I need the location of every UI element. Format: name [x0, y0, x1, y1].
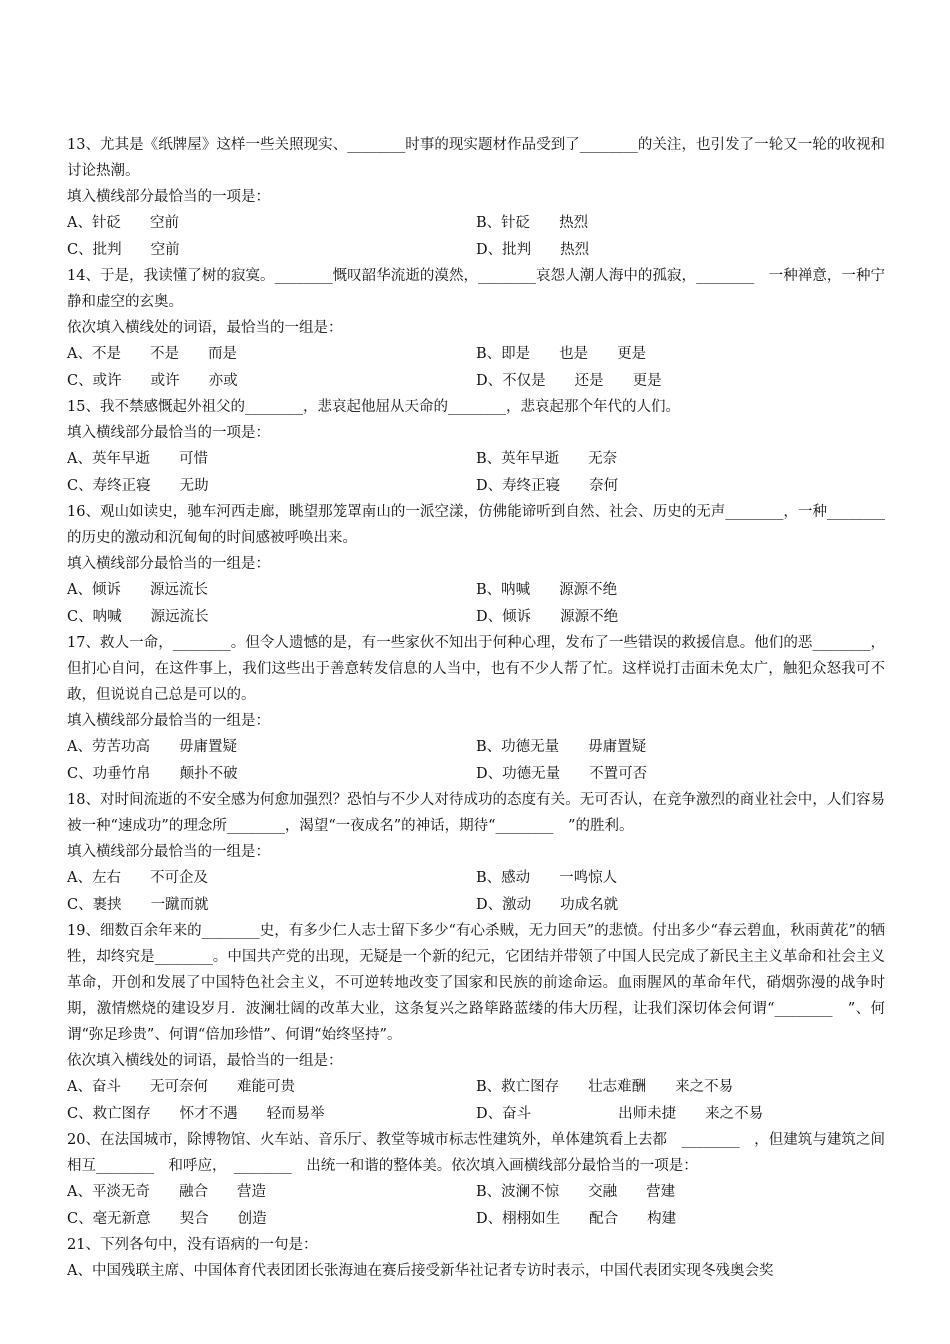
- option-a: A、奋斗 无可奈何 难能可贵: [67, 1079, 295, 1095]
- option-b: B、呐喊 源源不绝: [476, 582, 618, 598]
- option-c: C、救亡图存 怀才不遇 轻而易举: [67, 1105, 325, 1122]
- option-b: B、波澜不惊 交融 营建: [476, 1184, 676, 1200]
- question-prompt: 填入横线部分最恰当的一组是：: [67, 713, 270, 729]
- question-18: [67, 787, 885, 918]
- option-grid: [67, 341, 885, 394]
- option-b: B、救亡图存 壮志难酬 来之不易: [476, 1079, 734, 1095]
- question-stem: 18、对时间流逝的不安全感为何愈加强烈？恐怕与不少人对待成功的态度有关。无可否认，在竞争激烈的商业社会中，人们容易被一种“速成功”的理念所________，渴望“一夜成名”的神话，期待“________ ”的胜利。: [67, 792, 885, 834]
- option-d: D、寿终正寝 奈何: [476, 477, 619, 494]
- option-d: D、奋斗 出师未捷 来之不易: [476, 1105, 764, 1122]
- option-c: C、寿终正寝 无助: [67, 477, 209, 494]
- option-grid: [67, 1179, 885, 1232]
- option-c: C、或许 或许 亦或: [67, 372, 238, 389]
- question-stem: 19、细数百余年来的________史，有多少仁人志士留下多少“有心杀贼，无力回天”的悲愤。付出多少“春云碧血，秋雨黄花”的牺牲，却终究是________。中国共产党的出现，无疑是一个新的纪元，它团结并带领了中国人民完成了新民主主义革命和社会主义革命，开创和发展了中国特色社会主义，不可逆转地改变了国家和民族的前途命运。血雨腥风的革命年代，硝烟弥漫的战争时期，激情燃烧的建设岁月．波澜壮阔的改革大业，这条复兴之路筚路蓝缕的伟大历程，让我们深切体会何谓“________ ”、何谓“弥足珍贵”、何谓“倍加珍惜”、何谓“始终坚持”。: [67, 923, 885, 1043]
- option-a: A、劳苦功高 毋庸置疑: [67, 739, 237, 755]
- option-grid: [67, 734, 885, 787]
- option-d: D、栩栩如生 配合 构建: [476, 1210, 677, 1227]
- question-16: [67, 499, 885, 630]
- option-grid: [67, 865, 885, 918]
- option-b: B、英年早逝 无奈: [476, 451, 618, 467]
- option-a: A、平淡无奇 融合 营造: [67, 1184, 266, 1200]
- question-19: [67, 918, 885, 1127]
- question-prompt: 填入横线部分最恰当的一组是：: [67, 844, 270, 860]
- option-c: C、呐喊 源远流长: [67, 608, 209, 625]
- question-20: [67, 1127, 885, 1232]
- question-14: [67, 263, 885, 394]
- option-a: A、左右 不可企及: [67, 870, 208, 886]
- question-prompt: 填入横线部分最恰当的一项是：: [67, 425, 270, 441]
- question-21: [67, 1232, 885, 1284]
- option-d: D、激动 功成名就: [476, 896, 619, 913]
- option-c: C、功垂竹帛 颠扑不破: [67, 765, 238, 782]
- question-prompt: 依次填入横线处的词语，最恰当的一组是：: [67, 320, 343, 336]
- question-17: [67, 630, 885, 787]
- question-stem: 15、我不禁感慨起外祖父的________，悲哀起他屈从天命的________，悲哀起那个年代的人们。: [67, 399, 680, 415]
- question-stem: 16、观山如读史，驰车河西走廊，眺望那笼罩南山的一派空漾，仿佛能谛听到自然、社会、历史的无声________，一种________的历史的激动和沉甸甸的时间感被呼唤出来。: [67, 504, 885, 546]
- option-c: C、批判 空前: [67, 241, 180, 258]
- option-c: C、裹挟 一蹴而就: [67, 896, 209, 913]
- option-d: D、倾诉 源源不绝: [476, 608, 619, 625]
- option-d: D、功德无量 不置可否: [476, 765, 648, 782]
- question-13: [67, 132, 885, 263]
- option-a: A、倾诉 源远流长: [67, 582, 208, 598]
- question-prompt: 依次填入横线处的词语，最恰当的一组是：: [67, 1053, 343, 1069]
- option-b: B、功德无量 毋庸置疑: [476, 739, 647, 755]
- option-c: C、毫无新意 契合 创造: [67, 1210, 267, 1227]
- question-stem: 20、在法国城市，除博物馆、火车站、音乐厅、教堂等城市标志性建筑外，单体建筑看上去都 ________ ，但建筑与建筑之间相互________ 和呼应， ________ 出统一和谐的整体美。依次填入画横线部分最恰当的一项是：: [67, 1132, 885, 1174]
- option-b: B、感动 一鸣惊人: [476, 870, 618, 886]
- question-stem: 14、于是，我读懂了树的寂寞。________慨叹韶华流逝的漠然，________哀怨人潮人海中的孤寂，________ 一种禅意，一种宁静和虚空的玄奥。: [67, 268, 885, 310]
- option-grid: [67, 446, 885, 499]
- question-stem: 21、下列各句中，没有语病的一句是：: [67, 1237, 318, 1253]
- option-a: A、英年早逝 可惜: [67, 451, 208, 467]
- question-list: [67, 132, 885, 1284]
- option-a: A、针砭 空前: [67, 215, 179, 231]
- option-d: D、批判 热烈: [476, 241, 590, 258]
- option-a: A、不是 不是 而是: [67, 346, 237, 362]
- question-15: [67, 394, 885, 499]
- question-prompt: 填入横线部分最恰当的一项是：: [67, 189, 270, 205]
- option-grid: [67, 1074, 885, 1127]
- option-grid: [67, 577, 885, 630]
- question-prompt: 填入横线部分最恰当的一组是：: [67, 556, 270, 572]
- option-b: B、即是 也是 更是: [476, 346, 647, 362]
- question-stem: 17、救人一命，________。但令人遗憾的是，有一些家伙不知出于何种心理，发布了一些错误的救援信息。他们的恶________，但扪心自问，在这件事上，我们这些出于善意转发信息的人当中，也有不少人帮了忙。这样说打击面未免太广，触犯众怒我可不敢，但说说自己总是可以的。: [67, 635, 885, 703]
- option-b: B、针砭 热烈: [476, 215, 589, 231]
- option-grid: [67, 210, 885, 263]
- option-a: A、中国残联主席、中国体育代表团团长张海迪在赛后接受新华社记者专访时表示，中国代表团实现冬残奥会奖: [67, 1263, 774, 1279]
- option-d: D、不仅是 还是 更是: [476, 372, 662, 389]
- question-stem: 13、尤其是《纸牌屋》这样一些关照现实、________时事的现实题材作品受到了________的关注，也引发了一轮又一轮的收视和讨论热潮。: [67, 137, 885, 179]
